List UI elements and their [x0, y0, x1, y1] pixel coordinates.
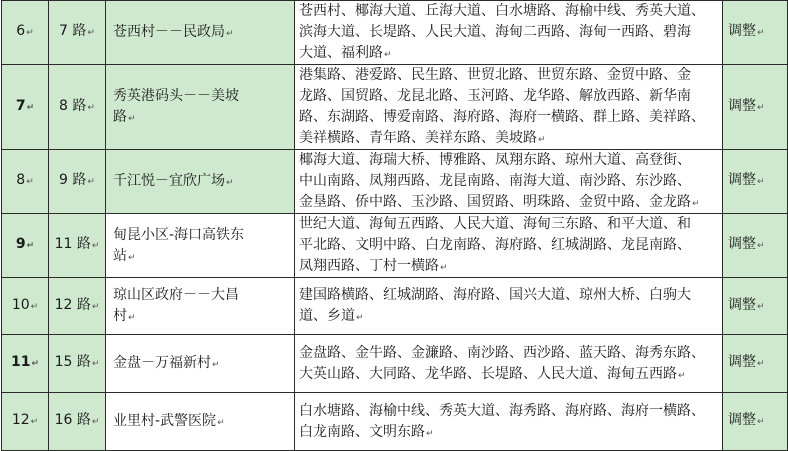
route-endpoints-cell [106, 335, 295, 393]
row-number-cell [2, 393, 49, 451]
action-label: 调整 [728, 97, 756, 114]
paragraph-mark-icon: ↵ [87, 28, 95, 38]
paragraph-mark-icon: ↵ [30, 301, 39, 312]
bus-route-table [1, 0, 788, 451]
route-endpoints-line [113, 225, 291, 246]
route-endpoints-cell [106, 393, 295, 451]
route-endpoints-line [113, 22, 291, 43]
row-number-cell [2, 335, 49, 393]
route-endpoints-text: 苍西村－－民政局 [113, 24, 225, 40]
paragraph-mark-icon: ↵ [87, 102, 95, 113]
route-endpoints-line [113, 411, 291, 432]
paragraph-mark-icon: ↵ [128, 114, 136, 124]
paragraph-mark-icon: ↵ [384, 50, 392, 60]
paragraph-mark-icon: ↵ [212, 360, 220, 370]
streets-line [299, 150, 719, 171]
action-label: 调整 [728, 23, 756, 39]
route-label: 7 路 [59, 23, 87, 39]
route-cell [49, 150, 106, 214]
streets-text: 道、乡道 [299, 308, 355, 324]
route-endpoints-text: 秀英港码头－－美坡 [113, 88, 239, 104]
route-endpoints-line [113, 171, 291, 192]
paragraph-mark-icon: ↵ [26, 177, 34, 187]
paragraph-mark-icon: ↵ [757, 241, 765, 251]
streets-line [299, 22, 719, 43]
row-number: 7 [15, 97, 26, 114]
route-endpoints-line [113, 285, 291, 306]
streets-cell [295, 65, 723, 150]
table-row [2, 214, 788, 278]
action-cell [723, 65, 788, 150]
route-endpoints-line [113, 246, 291, 267]
route-label: 12 路 [54, 296, 91, 313]
streets-cell [295, 335, 723, 393]
paragraph-mark-icon: ↵ [538, 135, 546, 145]
action-cell [723, 278, 788, 335]
paragraph-mark-icon: ↵ [692, 199, 700, 209]
route-endpoints-line [113, 107, 291, 128]
streets-line [299, 422, 719, 443]
paragraph-mark-icon: ↵ [678, 370, 686, 381]
streets-line [299, 235, 719, 256]
streets-cell [295, 214, 723, 278]
streets-text: 大道、福利路 [299, 45, 383, 61]
streets-text: 中山南路、凤翔西路、龙昆南路、南海大道、南沙路、东沙路、 [299, 173, 691, 189]
route-endpoints-line [113, 86, 291, 107]
route-cell [49, 1, 106, 65]
streets-text: 美祥横路、青年路、美祥东路、美坡路 [299, 130, 537, 146]
streets-line [299, 128, 719, 149]
streets-line [299, 171, 719, 192]
paragraph-mark-icon: ↵ [91, 359, 100, 369]
streets-text: 椰海大道、海瑞大桥、博雅路、凤翔东路、琼州大道、高登街、 [299, 152, 691, 168]
action-label: 调整 [728, 354, 756, 370]
route-label: 16 路 [54, 412, 91, 428]
paragraph-mark-icon: ↵ [128, 313, 136, 323]
streets-line [299, 256, 719, 277]
paragraph-mark-icon: ↵ [87, 177, 95, 187]
paragraph-mark-icon: ↵ [26, 28, 34, 38]
streets-text: 凤翔西路、丁村一横路 [299, 258, 439, 274]
route-endpoints-text: 甸昆小区-海口高铁东 [113, 226, 245, 243]
table-row [2, 393, 788, 451]
route-endpoints-text: 千江悦－宜欣广场 [113, 173, 225, 189]
paragraph-mark-icon: ↵ [426, 428, 434, 439]
table-row [2, 335, 788, 393]
route-endpoints-cell [106, 1, 295, 65]
route-cell [49, 278, 106, 335]
streets-line [299, 65, 719, 86]
row-number-cell [2, 278, 49, 335]
paragraph-mark-icon: ↵ [757, 28, 765, 38]
route-endpoints-text: 路 [113, 109, 127, 125]
route-cell [49, 393, 106, 451]
paragraph-mark-icon: ↵ [226, 29, 234, 39]
streets-cell [295, 150, 723, 214]
route-endpoints-cell [106, 278, 295, 335]
paragraph-mark-icon: ↵ [217, 418, 225, 428]
action-cell [723, 335, 788, 393]
streets-line [299, 192, 719, 213]
action-label: 调整 [728, 236, 756, 252]
streets-text: 港集路、港爱路、民生路、世贸北路、世贸东路、金贸中路、金 [299, 67, 691, 83]
streets-line [299, 86, 719, 107]
action-cell [723, 1, 788, 65]
row-number: 8 [16, 172, 26, 188]
streets-text: 白龙南路、文明东路 [299, 423, 425, 440]
streets-cell [295, 278, 723, 335]
paragraph-mark-icon: ↵ [757, 301, 765, 312]
route-label: 9 路 [59, 172, 87, 188]
route-cell [49, 214, 106, 278]
streets-text: 滨海大道、长堤路、人民大道、海甸二西路、海甸一西路、碧海 [299, 24, 691, 40]
row-number-cell [2, 150, 49, 214]
streets-line [299, 43, 719, 64]
table-row [2, 1, 788, 65]
route-cell [49, 335, 106, 393]
streets-line [299, 107, 719, 128]
action-cell [723, 150, 788, 214]
row-number: 6 [16, 23, 26, 39]
row-number: 12 [11, 412, 30, 428]
table-row [2, 278, 788, 335]
paragraph-mark-icon: ↵ [91, 241, 100, 251]
paragraph-mark-icon: ↵ [26, 102, 35, 113]
streets-line [299, 214, 719, 235]
row-number-cell [2, 214, 49, 278]
row-number-cell [2, 65, 49, 150]
streets-line [299, 1, 719, 22]
paragraph-mark-icon: ↵ [757, 102, 765, 113]
paragraph-mark-icon: ↵ [440, 263, 448, 273]
route-endpoints-line [113, 306, 291, 327]
row-number-cell [2, 1, 49, 65]
paragraph-mark-icon: ↵ [128, 252, 136, 263]
streets-text: 大英山路、大同路、龙华路、长堤路、人民大道、海甸五西路 [299, 365, 677, 382]
streets-text: 金垦路、侨中路、玉沙路、国贸路、明珠路、金贸中路、金龙路 [299, 194, 691, 210]
streets-text: 金盘路、金牛路、金濂路、南沙路、西沙路、蓝天路、海秀东路、 [299, 344, 705, 361]
action-cell [723, 214, 788, 278]
paragraph-mark-icon: ↵ [91, 301, 100, 312]
paragraph-mark-icon: ↵ [31, 359, 40, 369]
streets-line [299, 401, 719, 422]
table-row [2, 150, 788, 214]
route-label: 8 路 [59, 97, 87, 114]
streets-line [299, 343, 719, 364]
streets-text: 龙路、国贸路、龙昆北路、玉河路、龙华路、解放西路、新华南 [299, 88, 691, 104]
table-body [2, 1, 788, 451]
paragraph-mark-icon: ↵ [356, 313, 364, 323]
streets-line [299, 306, 719, 327]
paragraph-mark-icon: ↵ [757, 177, 765, 187]
streets-line [299, 285, 719, 306]
route-endpoints-text: 站 [113, 247, 127, 264]
paragraph-mark-icon: ↵ [26, 241, 35, 251]
paragraph-mark-icon: ↵ [30, 417, 39, 427]
action-label: 调整 [728, 296, 756, 313]
route-endpoints-text: 村 [113, 308, 127, 324]
streets-line [299, 364, 719, 385]
table-row [2, 65, 788, 150]
row-number: 9 [15, 236, 26, 252]
route-endpoints-cell [106, 65, 295, 150]
paragraph-mark-icon: ↵ [757, 359, 765, 369]
route-endpoints-text: 金盘－万福新村 [113, 355, 211, 371]
action-label: 调整 [728, 412, 756, 428]
route-endpoints-text: 业里村-武警医院 [113, 413, 217, 429]
streets-text: 建国路横路、红城湖路、海府路、国兴大道、琼州大桥、白驹大 [299, 287, 691, 303]
route-endpoints-text: 琼山区政府－－大昌 [113, 287, 239, 303]
paragraph-mark-icon: ↵ [226, 178, 234, 188]
route-endpoints-line [113, 353, 291, 374]
route-cell [49, 65, 106, 150]
streets-text: 路、东湖路、博爱南路、海府路、海府一横路、群上路、美祥路、 [299, 109, 705, 125]
route-label: 11 路 [54, 236, 91, 252]
streets-cell [295, 393, 723, 451]
streets-cell [295, 1, 723, 65]
action-cell [723, 393, 788, 451]
paragraph-mark-icon: ↵ [91, 417, 100, 427]
route-endpoints-cell [106, 214, 295, 278]
action-label: 调整 [728, 172, 756, 188]
route-label: 15 路 [54, 354, 91, 370]
route-endpoints-cell [106, 150, 295, 214]
streets-text: 世纪大道、海甸五西路、人民大道、海甸三东路、和平大道、和 [299, 216, 691, 232]
row-number: 10 [11, 296, 30, 313]
streets-text: 平北路、文明中路、白龙南路、海府路、红城湖路、龙昆南路、 [299, 237, 691, 253]
streets-text: 白水塘路、海榆中线、秀英大道、海秀路、海府路、海府一横路、 [299, 402, 705, 419]
row-number: 11 [10, 354, 31, 370]
streets-text: 苍西村、椰海大道、丘海大道、白水塘路、海榆中线、秀英大道、 [299, 3, 705, 19]
paragraph-mark-icon: ↵ [757, 417, 765, 427]
